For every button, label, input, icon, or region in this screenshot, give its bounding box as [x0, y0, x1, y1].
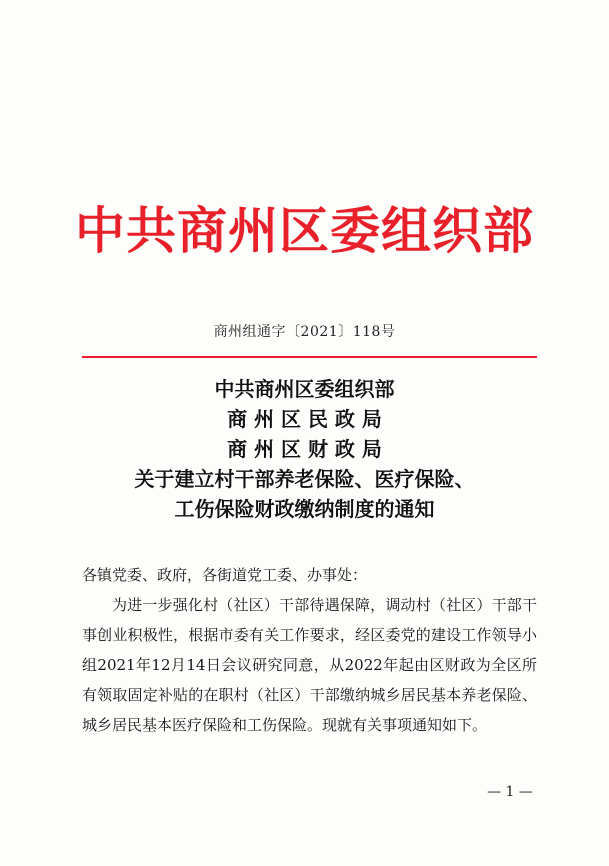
- page-number: — 1 —: [487, 784, 533, 800]
- body-paragraph-1: 为进一步强化村（社区）干部待遇保障，调动村（社区）干部干事创业积极性，根据市委有关工作要求，经区委党的建设工作领导小组2021年12月14日会议研究同意，从2022年起由区财政为全区所有领取固定补贴的在职村（社区）干部缴纳城乡居民基本养老保险、城乡居民基本医疗保险和工伤保险。现就有关事项通知如下。: [82, 596, 537, 734]
- salutation: 各镇党委、政府，各街道党工委、办事处：: [82, 566, 368, 584]
- title-line-subject-1: 关于建立村干部养老保险、医疗保险、: [134, 467, 475, 491]
- title-line-issuer-2: 商 州 区 民 政 局: [227, 407, 382, 431]
- title-line-issuer-1: 中共商州区委组织部: [214, 377, 395, 401]
- red-divider-line: [82, 356, 537, 358]
- issuing-organization-header: 中共商州区委组织部: [75, 202, 534, 260]
- title-line-issuer-3: 商 州 区 财 政 局: [227, 437, 382, 461]
- document-body: [82, 560, 537, 740]
- document-number: 商州组通字〔2021〕118号: [213, 324, 396, 340]
- document-title: [0, 374, 609, 524]
- title-line-subject-2: 工伤保险财政缴纳制度的通知: [174, 497, 435, 521]
